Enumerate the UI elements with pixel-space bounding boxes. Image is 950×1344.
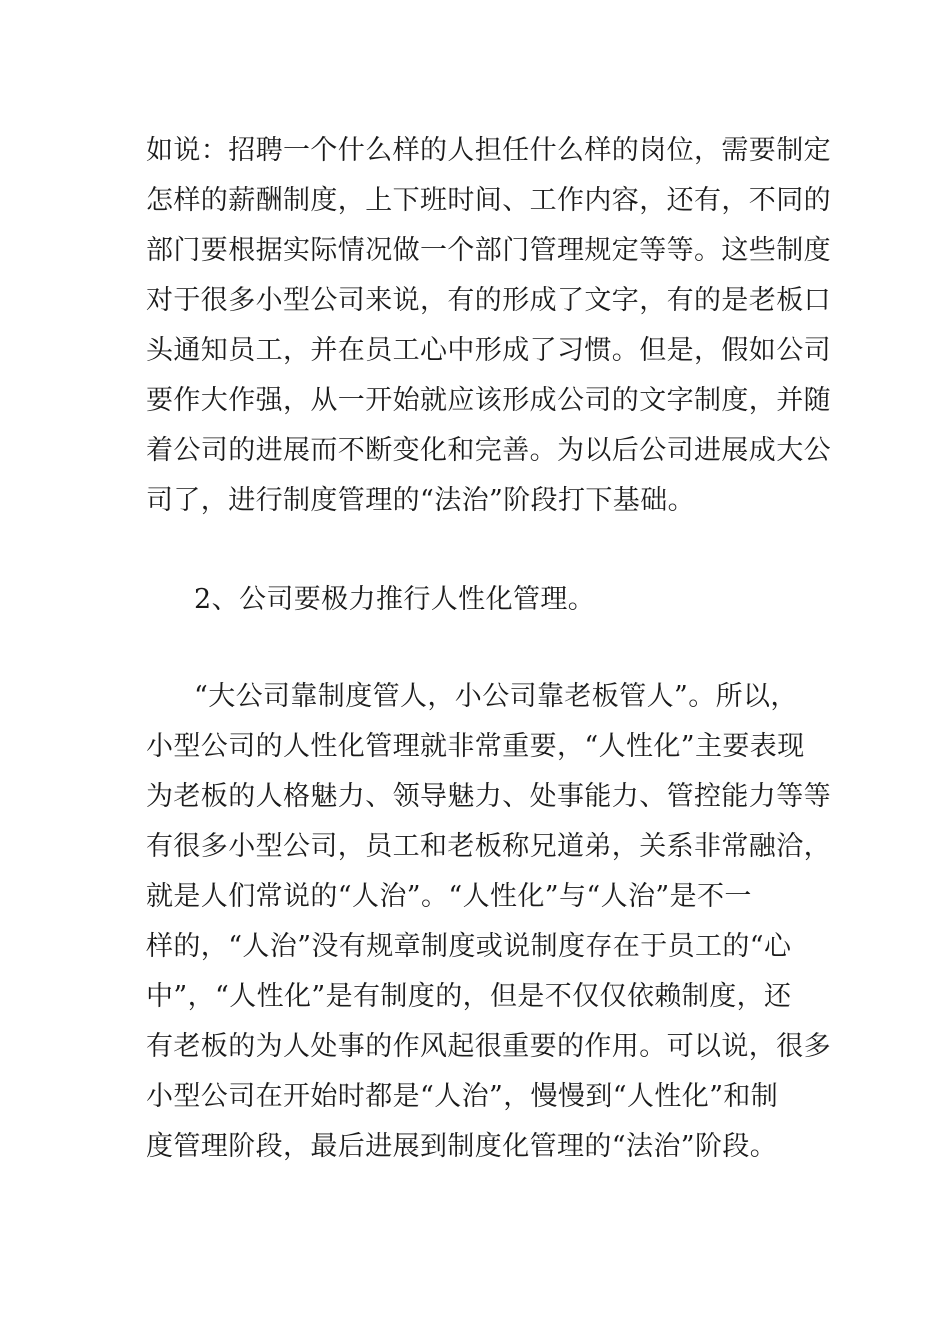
paragraph-line: 中”，“人性化”是有制度的，但是不仅仅依赖制度，还 (146, 981, 792, 1012)
paragraph-line: 部门要根据实际情况做一个部门管理规定等等。这些制度 (146, 235, 831, 266)
paragraph-line: 小型公司的人性化管理就非常重要，“人性化”主要表现 (146, 731, 805, 762)
paragraph-line: 有很多小型公司，员工和老板称兄道弟，关系非常融洽， (146, 831, 831, 862)
paragraph-line: 着公司的进展而不断变化和完善。为以后公司进展成大公 (146, 435, 831, 466)
paragraph-line: 要作大作强，从一开始就应该形成公司的文字制度，并随 (146, 385, 831, 416)
paragraph-line: 有老板的为人处事的作风起很重要的作用。可以说，很多 (146, 1031, 831, 1062)
paragraph-line: 如说：招聘一个什么样的人担任什么样的岗位，需要制定 (146, 135, 831, 166)
paragraph-line: “大公司靠制度管人，小公司靠老板管人”。所以， (194, 681, 798, 712)
paragraph-line: 对于很多小型公司来说，有的形成了文字，有的是老板口 (146, 285, 831, 316)
paragraph-line: 怎样的薪酬制度，上下班时间、工作内容，还有，不同的 (146, 185, 831, 216)
paragraph-line: 头通知员工，并在员工心中形成了习惯。但是，假如公司 (146, 335, 831, 366)
paragraph-line: 小型公司在开始时都是“人治”，慢慢到“人性化”和制 (146, 1081, 779, 1112)
paragraph-line: 就是人们常说的“人治”。“人性化”与“人治”是不一 (146, 881, 752, 912)
paragraph-line: 度管理阶段，最后进展到制度化管理的“法治”阶段。 (146, 1131, 778, 1162)
section-heading: 2、公司要极力推行人性化管理。 (194, 584, 596, 615)
paragraph-line: 为老板的人格魅力、领导魅力、处事能力、管控能力等等 (146, 781, 831, 812)
paragraph-line: 样的，“人治”没有规章制度或说制度存在于员工的“心 (146, 931, 792, 962)
paragraph-line: 司了，进行制度管理的“法治”阶段打下基础。 (146, 485, 696, 516)
